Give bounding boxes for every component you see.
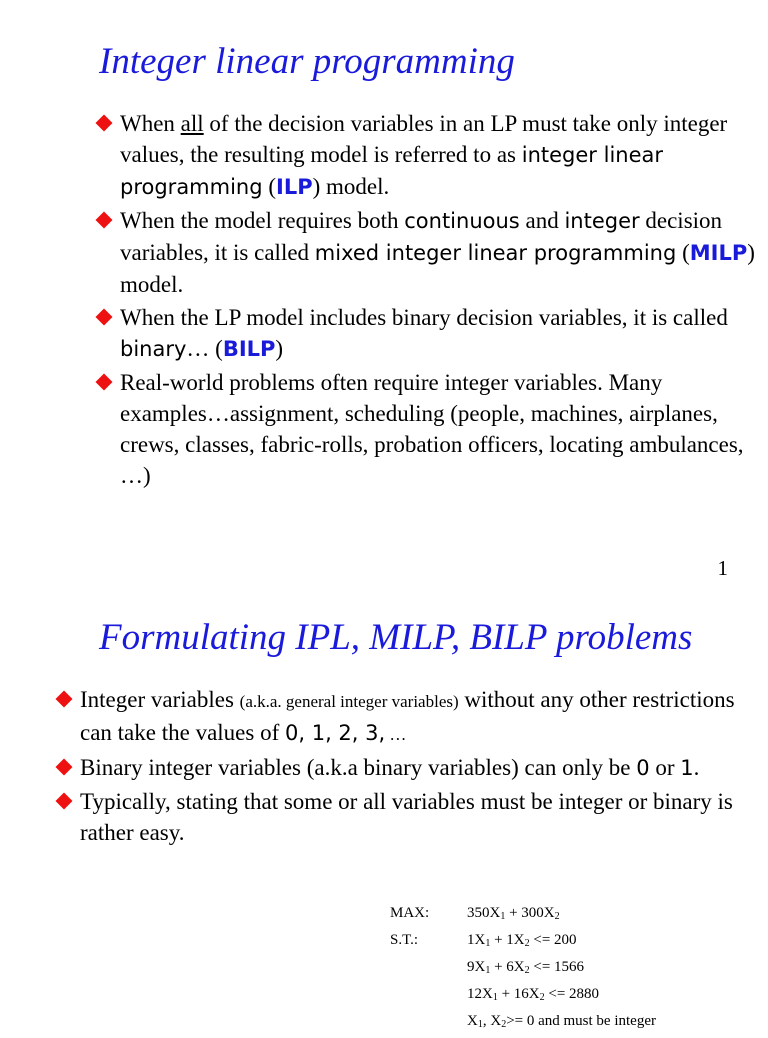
term-continuous: continuous — [404, 209, 520, 233]
diamond-bullet-icon — [96, 309, 113, 326]
diamond-bullet-icon — [96, 115, 113, 132]
integer-values: 0, 1, 2, 3, — [285, 721, 386, 745]
diamond-bullet-icon — [56, 759, 73, 776]
bullet-item: Real-world problems often require integer variables. Many examples…assignment, scheduling (people, machines, airplanes, crews, classes, fabric-rolls, probation officers, locating ambulances, …) — [96, 367, 764, 491]
constraint-expression: $9X_1 + 6X_2 <= 1566$ — [467, 959, 585, 976]
binary-value-zero: 0 — [636, 756, 650, 780]
page-number: 1 — [717, 556, 728, 580]
bullet-item: Binary integer variables (a.k.a binary variables) can only be 0 or 1. — [56, 752, 756, 784]
constraint-expression: $1X_1 + 1X_2 <= 200$ — [467, 932, 577, 949]
term-integer-linear-programming: integer linear programming — [120, 143, 664, 199]
term-integer: integer — [564, 209, 640, 233]
term-bilp: BILP — [222, 337, 276, 361]
bullet-list — [56, 684, 756, 850]
slide-2 — [0, 590, 768, 1030]
bullet-list — [96, 108, 764, 493]
diamond-bullet-icon — [56, 691, 73, 708]
bullet-item: When the LP model includes binary decision variables, it is called binary… (BILP) — [96, 302, 764, 365]
diamond-bullet-icon — [96, 374, 113, 391]
bullet-item: When all of the decision variables in an LP must take only integer values, the resulting model is referred to as integer linear programming (ILP) model. — [96, 108, 764, 203]
term-ilp: ILP — [276, 175, 313, 199]
constraint-expression: $12X_1 + 16X_2 <= 2880$ — [467, 986, 600, 1003]
max-label: MAX: — [390, 905, 430, 921]
term-binary: binary — [120, 337, 187, 361]
diamond-bullet-icon — [56, 793, 73, 810]
binary-value-one: 1 — [680, 756, 694, 780]
slide-title: Integer linear programming — [99, 41, 515, 82]
st-label: S.T.: — [390, 932, 419, 948]
term-mixed-integer-linear-programming: mixed integer linear programming — [314, 241, 677, 265]
bullet-item: Typically, stating that some or all variables must be integer or binary is rather easy. — [56, 786, 756, 848]
bullet-item: When the model requires both continuous and integer decision variables, it is called mixed integer linear programming (MILP) model. — [96, 205, 764, 300]
term-milp: MILP — [689, 241, 748, 265]
emphasis-all: all — [180, 111, 204, 136]
constraint-expression: $X_1$, $X_2>= 0$ and must be integer — [467, 1013, 656, 1030]
aka-note: (a.k.a. general integer variables) — [239, 692, 459, 711]
bullet-item: Integer variables (a.k.a. general integer variables) without any other restrictions can take the values of 0, 1, 2, 3, … — [56, 684, 756, 750]
objective-expression: $350X_1 + 300X_2$ — [467, 905, 560, 922]
diamond-bullet-icon — [96, 212, 113, 229]
slide-title: Formulating IPL, MILP, BILP problems — [99, 617, 693, 658]
